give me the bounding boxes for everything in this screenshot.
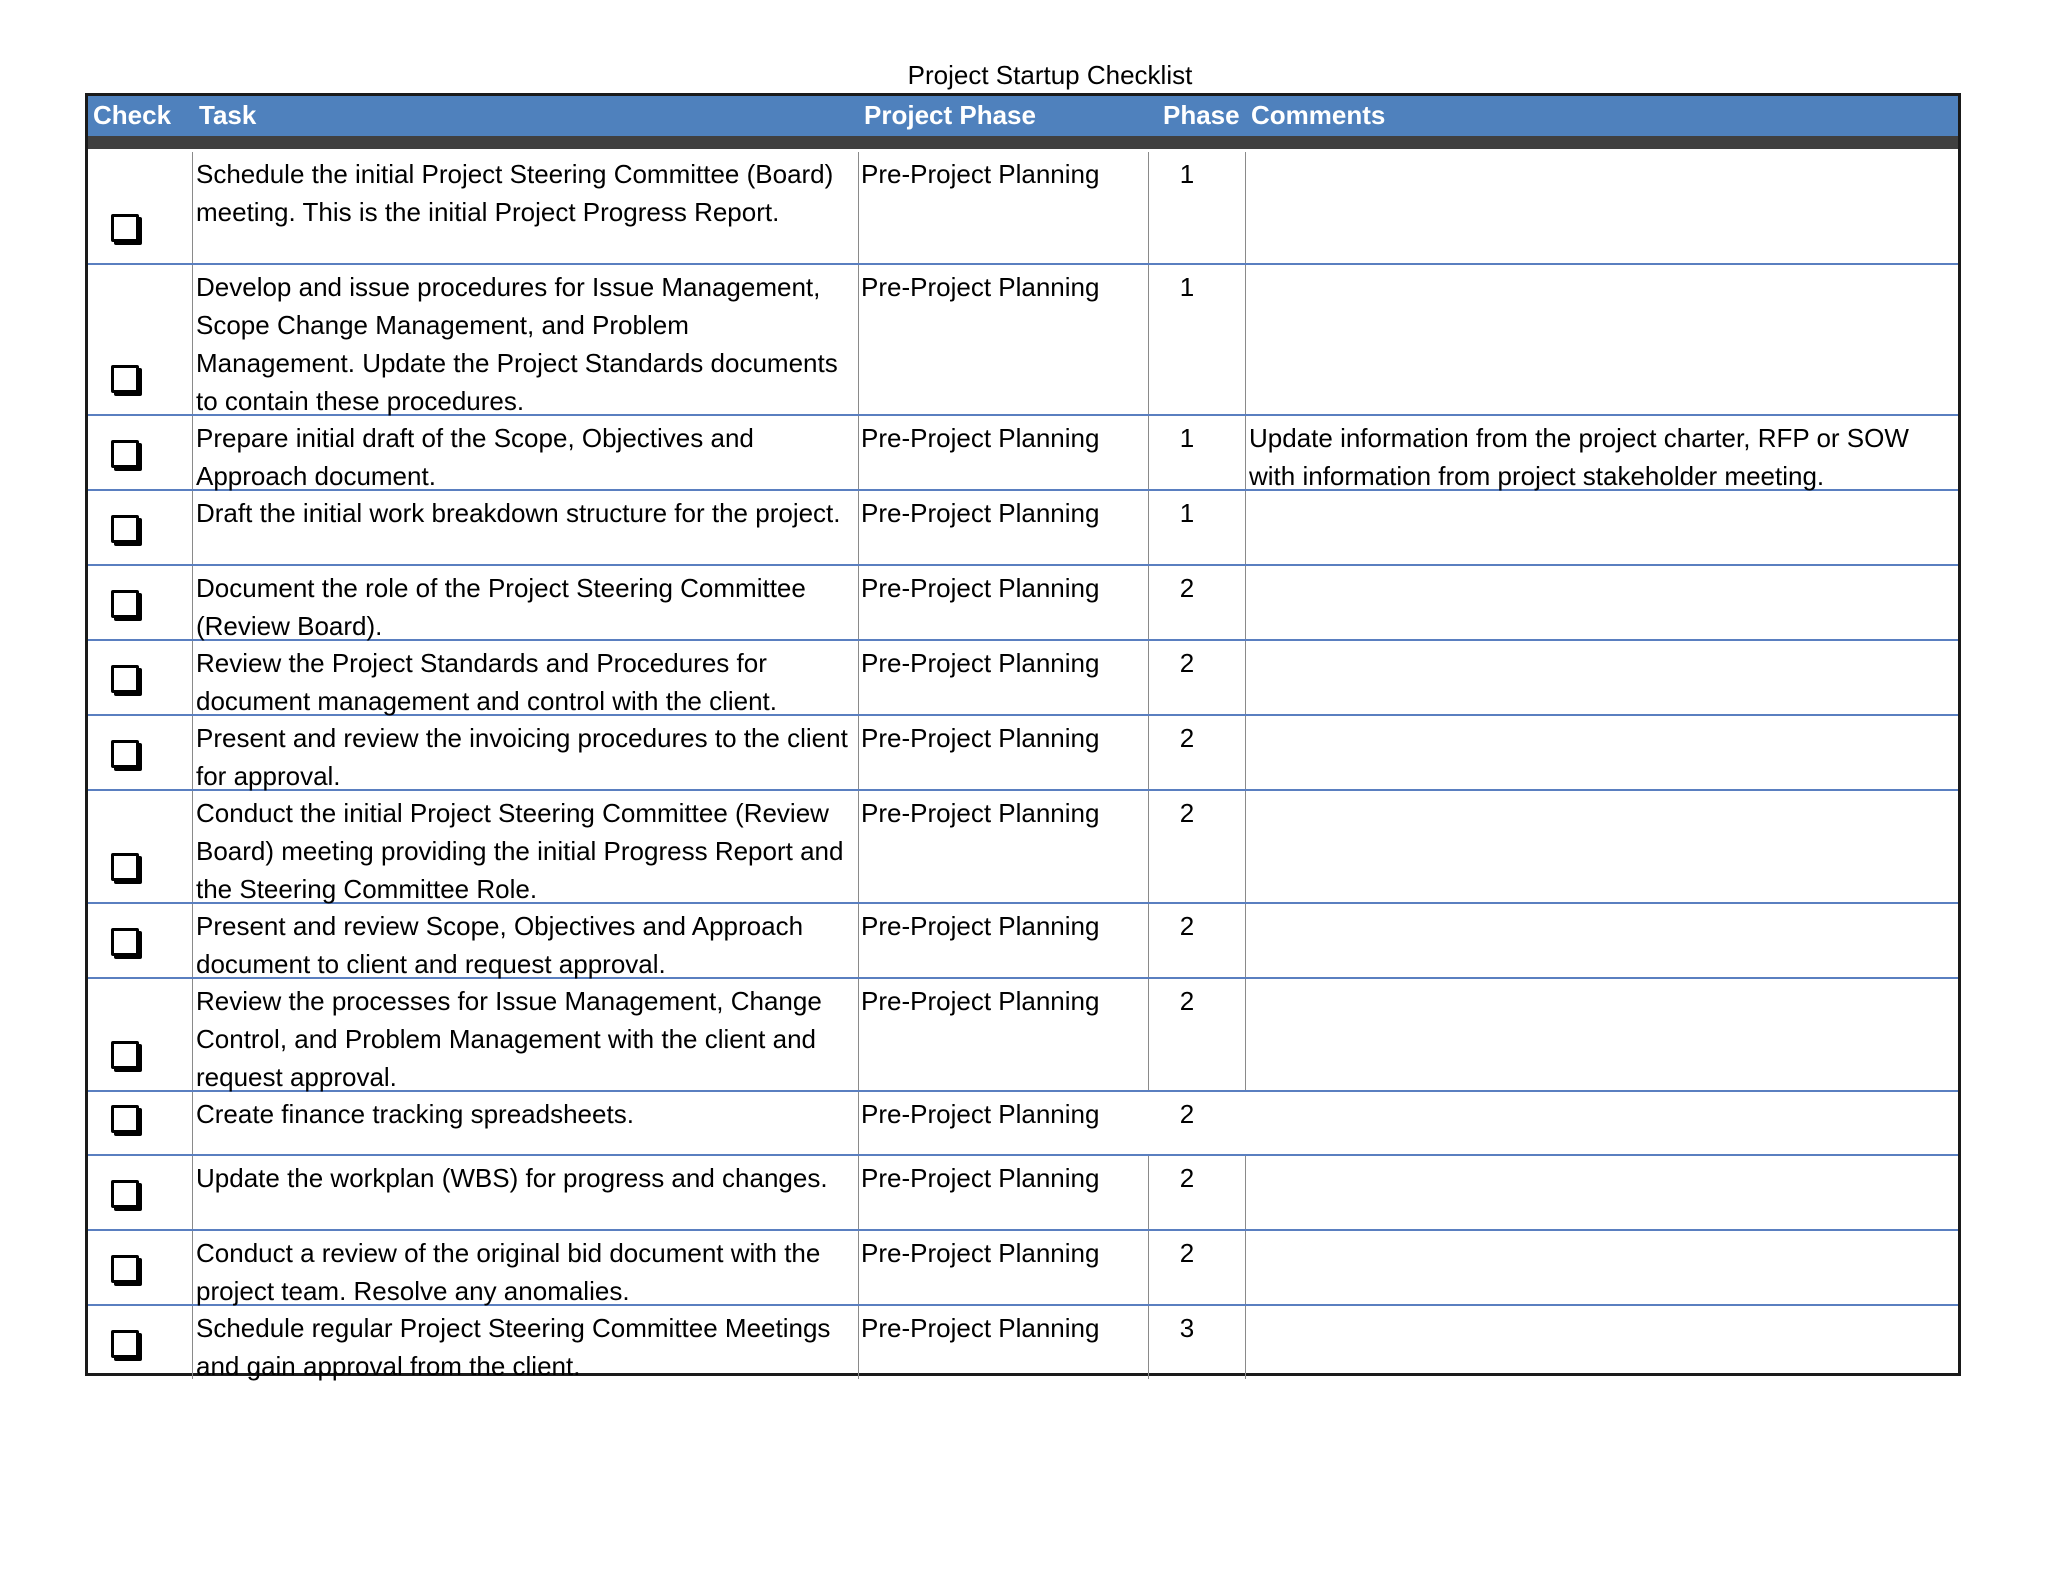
column-divider [192, 1231, 193, 1304]
phase-cell: 2 [1179, 648, 1195, 678]
column-divider [858, 1231, 859, 1304]
project-phase-cell: Pre-Project Planning [861, 573, 1100, 603]
phase-cell: 2 [1179, 1163, 1195, 1193]
column-divider [192, 416, 193, 489]
check-checkbox[interactable] [111, 1041, 139, 1069]
project-phase-cell: Pre-Project Planning [861, 1099, 1100, 1129]
column-divider [858, 641, 859, 714]
column-divider [1245, 1231, 1246, 1304]
column-divider [1245, 791, 1246, 902]
project-phase-cell: Pre-Project Planning [861, 986, 1100, 1016]
task-cell: Review the Project Standards and Procedures for document management and control with the client. [196, 648, 778, 716]
column-divider [858, 566, 859, 639]
header-check: Check [93, 100, 172, 130]
project-phase-cell: Pre-Project Planning [861, 1238, 1100, 1268]
task-cell: Draft the initial work breakdown structure for the project. [196, 498, 841, 528]
table-row [88, 1306, 1958, 1379]
column-divider [858, 904, 859, 977]
table-row [88, 641, 1958, 716]
column-divider [192, 152, 193, 263]
table-row [88, 152, 1958, 265]
check-checkbox[interactable] [111, 365, 139, 393]
phase-cell: 2 [1179, 986, 1195, 1016]
check-checkbox[interactable] [111, 740, 139, 768]
task-cell: Prepare initial draft of the Scope, Objectives and Approach document. [196, 423, 754, 491]
column-divider [1245, 716, 1246, 789]
phase-cell: 1 [1179, 498, 1195, 528]
column-divider [1245, 904, 1246, 977]
check-checkbox[interactable] [111, 1105, 139, 1133]
comment-cell: Update information from the project charter, RFP or SOW with information from project stakeholder meeting. [1249, 423, 1909, 491]
phase-cell: 2 [1179, 798, 1195, 828]
task-cell: Document the role of the Project Steering Committee (Review Board). [196, 573, 806, 641]
column-divider [858, 1092, 859, 1154]
task-cell: Create finance tracking spreadsheets. [196, 1099, 634, 1129]
table-row [88, 904, 1958, 979]
column-divider [1245, 491, 1246, 564]
column-divider [858, 152, 859, 263]
page-title: Project Startup Checklist [907, 60, 1193, 90]
table-row [88, 265, 1958, 416]
table-row [88, 791, 1958, 904]
column-divider [858, 979, 859, 1090]
table-row [88, 716, 1958, 791]
check-checkbox[interactable] [111, 1180, 139, 1208]
column-divider [192, 904, 193, 977]
check-checkbox[interactable] [111, 665, 139, 693]
column-divider [1245, 265, 1246, 414]
project-phase-cell: Pre-Project Planning [861, 423, 1100, 453]
phase-cell: 2 [1179, 911, 1195, 941]
column-divider [858, 1156, 859, 1229]
phase-cell: 2 [1179, 1238, 1195, 1268]
header-band [88, 136, 1958, 149]
project-phase-cell: Pre-Project Planning [861, 159, 1100, 189]
project-phase-cell: Pre-Project Planning [861, 272, 1100, 302]
column-divider [192, 641, 193, 714]
project-phase-cell: Pre-Project Planning [861, 723, 1100, 753]
task-cell: Present and review Scope, Objectives and Approach document to client and request approval. [196, 911, 804, 979]
table-row [88, 566, 1958, 641]
column-divider [858, 265, 859, 414]
column-divider [192, 566, 193, 639]
task-cell: Review the processes for Issue Management, Change Control, and Problem Management with the client and request approval. [196, 986, 822, 1092]
phase-cell: 1 [1179, 159, 1195, 189]
column-divider [1245, 979, 1246, 1090]
column-divider [858, 416, 859, 489]
phase-cell: 2 [1179, 723, 1195, 753]
table-row [88, 1156, 1958, 1231]
task-cell: Update the workplan (WBS) for progress and changes. [196, 1163, 828, 1193]
phase-cell: 2 [1179, 1099, 1195, 1129]
project-phase-cell: Pre-Project Planning [861, 498, 1100, 528]
project-phase-cell: Pre-Project Planning [861, 1313, 1100, 1343]
task-cell: Present and review the invoicing procedures to the client for approval. [196, 723, 848, 791]
column-divider [858, 791, 859, 902]
column-divider [1245, 1306, 1246, 1379]
phase-cell: 2 [1179, 573, 1195, 603]
column-divider [192, 1306, 193, 1379]
phase-cell: 1 [1179, 272, 1195, 302]
column-divider [192, 979, 193, 1090]
project-phase-cell: Pre-Project Planning [861, 798, 1100, 828]
task-cell: Schedule regular Project Steering Committee Meetings and gain approval from the client. [196, 1313, 831, 1381]
header-phase: Phase [1163, 100, 1240, 130]
table-row [88, 491, 1958, 566]
column-divider [1245, 1156, 1246, 1229]
check-checkbox[interactable] [111, 515, 139, 543]
column-divider [192, 791, 193, 902]
header-project-phase: Project Phase [864, 100, 1036, 130]
task-cell: Schedule the initial Project Steering Committee (Board) meeting. This is the initial Project Progress Report. [196, 159, 834, 227]
check-checkbox[interactable] [111, 440, 139, 468]
table-row [88, 416, 1958, 491]
column-divider [1245, 416, 1246, 489]
table-row [88, 1231, 1958, 1306]
project-phase-cell: Pre-Project Planning [861, 648, 1100, 678]
check-checkbox[interactable] [111, 853, 139, 881]
column-divider [1245, 566, 1246, 639]
column-divider [858, 1306, 859, 1379]
header-comments: Comments [1251, 100, 1386, 130]
check-checkbox[interactable] [111, 1330, 139, 1358]
table-row [88, 1092, 1958, 1156]
task-cell: Conduct a review of the original bid document with the project team. Resolve any anomalies. [196, 1238, 821, 1306]
check-checkbox[interactable] [111, 1255, 139, 1283]
column-divider [1245, 641, 1246, 714]
check-checkbox[interactable] [111, 590, 139, 618]
table-header [88, 96, 1958, 136]
column-divider [192, 716, 193, 789]
table-row [88, 979, 1958, 1092]
phase-cell: 1 [1179, 423, 1195, 453]
column-divider [192, 491, 193, 564]
column-divider [192, 1092, 193, 1154]
check-checkbox[interactable] [111, 928, 139, 956]
column-divider [858, 716, 859, 789]
check-checkbox[interactable] [111, 214, 139, 242]
task-cell: Conduct the initial Project Steering Committee (Review Board) meeting providing the initial Progress Report and the Steering Committee Role. [196, 798, 844, 904]
project-phase-cell: Pre-Project Planning [861, 911, 1100, 941]
project-phase-cell: Pre-Project Planning [861, 1163, 1100, 1193]
phase-cell: 3 [1179, 1313, 1195, 1343]
column-divider [858, 491, 859, 564]
header-task: Task [199, 100, 257, 130]
checklist-table [85, 93, 1961, 1381]
column-divider [192, 1156, 193, 1229]
task-cell: Develop and issue procedures for Issue Management, Scope Change Management, and Problem Management. Update the Project Standards documents to contain these procedures. [196, 272, 838, 416]
column-divider [192, 265, 193, 414]
column-divider [1245, 152, 1246, 263]
